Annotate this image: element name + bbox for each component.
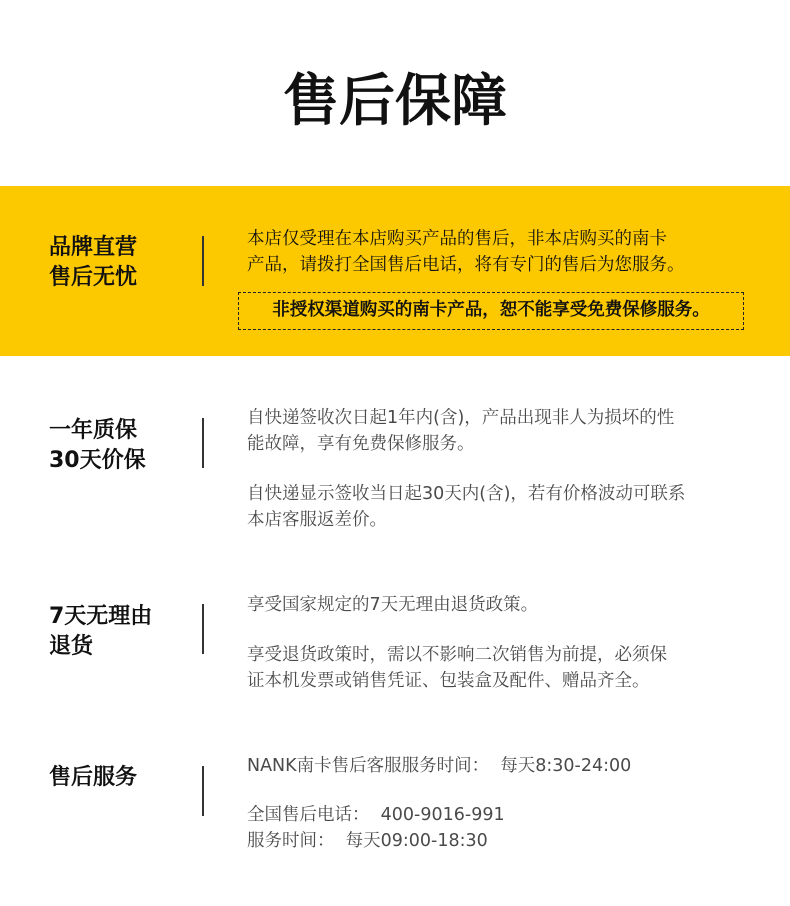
section-label-line: 7天无理由 xyxy=(49,604,153,629)
section-label-warranty xyxy=(49,416,189,476)
section-body-service-hours xyxy=(247,753,757,779)
body-line: 享受退货政策时，需以不影响二次销售为前提，必须保 xyxy=(247,645,667,665)
body-paragraph xyxy=(247,802,757,854)
section-body-hotline xyxy=(247,802,757,854)
section-divider xyxy=(202,766,204,816)
body-line: 产品，请拨打全国售后电话，将有专门的售后为您服务。 xyxy=(247,255,685,275)
body-paragraph xyxy=(247,592,757,618)
section-divider xyxy=(202,604,204,654)
section-body-return-policy xyxy=(247,592,757,618)
body-line: 本店客服返差价。 xyxy=(247,510,387,530)
body-line: 自快递显示签收当日起30天内(含)，若有价格波动可联系 xyxy=(247,484,686,504)
section-label-line: 售后服务 xyxy=(49,765,138,790)
body-line: 自快递签收次日起1年内(含)，产品出现非人为损坏的性 xyxy=(247,408,675,428)
section-label-line: 退货 xyxy=(49,634,94,659)
body-paragraph xyxy=(247,226,757,278)
section-body-warranty xyxy=(247,405,757,457)
section-label-brand-direct xyxy=(49,233,189,293)
section-body-brand-direct xyxy=(247,226,757,278)
body-paragraph xyxy=(247,405,757,457)
body-line: 服务时间： 每天09:00-18:30 xyxy=(247,831,488,851)
section-label-line: 一年质保 xyxy=(49,418,138,443)
body-line: 证本机发票或销售凭证、包装盒及配件、赠品齐全。 xyxy=(247,671,650,691)
page-title: 售后保障 xyxy=(283,69,507,134)
body-line: 能故障，享有免费保修服务。 xyxy=(247,434,475,454)
body-line: NANK南卡售后客服服务时间： 每天8:30-24:00 xyxy=(247,756,632,776)
section-divider xyxy=(202,418,204,468)
body-paragraph xyxy=(247,753,757,779)
unauthorized-channel-notice: 非授权渠道购买的南卡产品，恕不能享受免费保修服务。 xyxy=(238,292,744,330)
section-label-after-sales xyxy=(49,763,189,793)
body-paragraph xyxy=(247,642,757,694)
body-line: 享受国家规定的7天无理由退货政策。 xyxy=(247,595,539,615)
section-label-return-policy xyxy=(49,602,189,662)
body-line: 本店仅受理在本店购买产品的售后，非本店购买的南卡 xyxy=(247,229,667,249)
section-body-return-conditions xyxy=(247,642,757,694)
section-label-line: 售后无忧 xyxy=(49,265,138,290)
section-divider xyxy=(202,236,204,286)
section-body-price-protect xyxy=(247,481,757,533)
section-label-line: 30天价保 xyxy=(49,448,146,473)
section-label-line: 品牌直营 xyxy=(49,235,138,260)
hotline-line: 全国售后电话： 400-9016-991 xyxy=(247,805,505,825)
body-paragraph xyxy=(247,481,757,533)
